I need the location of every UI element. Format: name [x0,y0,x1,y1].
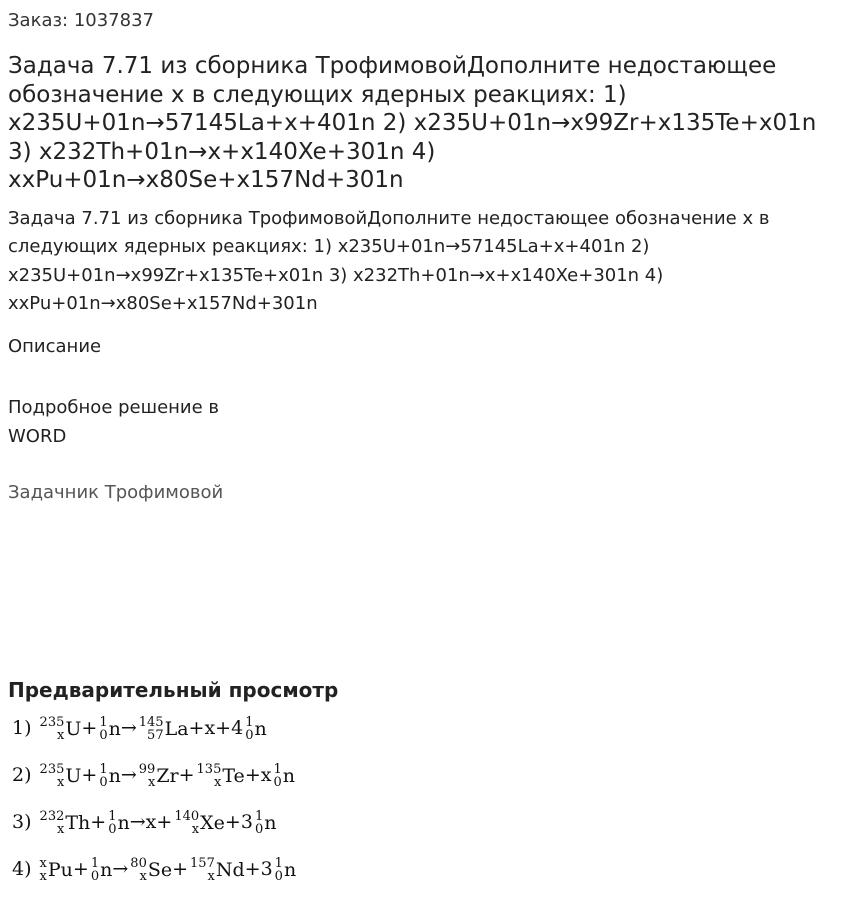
charge-number: 0 [99,775,108,790]
mass-number: 235 [39,762,65,777]
isotope [97,709,121,749]
mass-number: 1 [245,715,254,730]
mass-number: x [39,856,47,871]
isotope [273,850,297,890]
preview-formulas [12,708,412,896]
preview-formula [12,708,412,755]
mass-number: 1 [254,809,264,824]
formula-number: 1) [12,717,38,739]
charge-number: x [191,822,200,837]
charge-number: x [139,869,147,884]
mass-number: 235 [39,715,65,730]
element-symbol: Xe [200,812,225,834]
charge-number: 57 [147,728,164,743]
charge-number: x [57,728,65,743]
description-heading: Описание [8,335,102,357]
charge-number: x [214,775,222,790]
formula-operator: → [120,717,137,739]
charge-number: 0 [108,822,117,837]
preview-formula [12,802,412,849]
element-symbol: Pu [47,859,73,881]
formula-number: 4) [12,858,38,880]
element-symbol: U [65,718,82,740]
charge-number: x [57,775,65,790]
charge-number: 0 [254,822,264,837]
formula-operator: → [120,764,137,786]
isotope [128,850,172,890]
order-number: Заказ: 1037837 [8,10,154,31]
isotope [137,709,189,749]
element-symbol: n [108,765,121,787]
charge-number: 0 [99,728,108,743]
mass-number: 1 [90,856,100,871]
isotope [243,709,267,749]
mass-number: 135 [196,762,222,777]
mass-number: 1 [273,762,282,777]
product-page [8,0,838,508]
category-link[interactable]: Задачник Трофимовой [8,481,224,503]
formula-operator: + [172,858,189,880]
formula-operator: + [81,764,98,786]
mass-number: 1 [274,856,283,871]
isotope [271,756,295,796]
mass-number: 1 [99,715,108,730]
mass-number: 157 [190,856,215,871]
isotope [38,850,73,890]
charge-number: 0 [90,869,100,884]
charge-number: 0 [274,869,283,884]
isotope [172,803,225,843]
isotope [38,803,91,843]
formula-operator: + [90,811,107,833]
formula-operator: + [178,764,195,786]
isotope [106,803,130,843]
mass-number: 1 [99,762,108,777]
preview-heading: Предварительный просмотр [8,678,339,702]
charge-number: x [207,869,215,884]
formula-number: 3) [12,811,38,833]
charge-number: x [39,869,47,884]
element-symbol: n [100,859,113,881]
formula-operator: +3 [244,858,273,880]
mass-number: 80 [130,856,147,871]
page-title: Задача 7.71 из сборника ТрофимовойДополните недостающее обозначение x в следующих ядерных реакциях: 1) x235U+01n→57145La+x+401n 2) x235U+01n→x99Zr+x135Te+x01n 3) x232Th+01n→x+x140Xe+301n 4) xxPu+01n→x80Se+x157Nd+301n [8,53,817,194]
isotope [253,803,277,843]
element-symbol: U [65,765,82,787]
element-symbol: Se [147,859,173,881]
element-symbol: La [164,718,189,740]
formula-operator: → [112,858,129,880]
element-symbol: Te [222,765,245,787]
isotope [137,756,179,796]
preview-formula [12,849,412,896]
preview-formula [12,755,412,802]
formula-number: 2) [12,764,38,786]
formula-operator: + [72,858,89,880]
element-symbol: Zr [156,765,179,787]
isotope [38,709,82,749]
element-symbol: n [264,812,277,834]
mass-number: 1 [108,809,117,824]
charge-number: x [147,775,156,790]
charge-number: 0 [273,775,282,790]
isotope [38,756,82,796]
mass-number: 232 [39,809,65,824]
element-symbol: n [282,765,295,787]
isotope [195,756,245,796]
charge-number: x [57,822,65,837]
element-symbol: n [108,718,121,740]
charge-number: 0 [245,728,254,743]
mass-number: 99 [138,762,156,777]
element-symbol: Nd [215,859,245,881]
formula-operator: →x+ [129,811,173,833]
formula-operator: +x+4 [188,717,244,739]
formula-operator: +x [244,764,272,786]
element-symbol: n [254,718,267,740]
element-symbol: n [117,812,130,834]
solution-format-text: Подробное решение в WORD [8,396,220,447]
element-symbol: Th [65,812,91,834]
element-symbol: n [283,859,297,881]
isotope [188,850,245,890]
formula-operator: + [81,717,98,739]
isotope [97,756,121,796]
isotope [89,850,113,890]
formula-operator: +3 [224,811,253,833]
mass-number: 140 [174,809,200,824]
mass-number: 145 [138,715,164,730]
task-description: Задача 7.71 из сборника ТрофимовойДополните недостающее обозначение x в следующих ядерных реакциях: 1) x235U+01n→57145La+x+401n 2) x235U+01n→x99Zr+x135Te+x01n 3) x232Th+01n→x+x140Xe+301n 4) xxPu+01n→x80Se+x157Nd+301n [8,207,770,315]
